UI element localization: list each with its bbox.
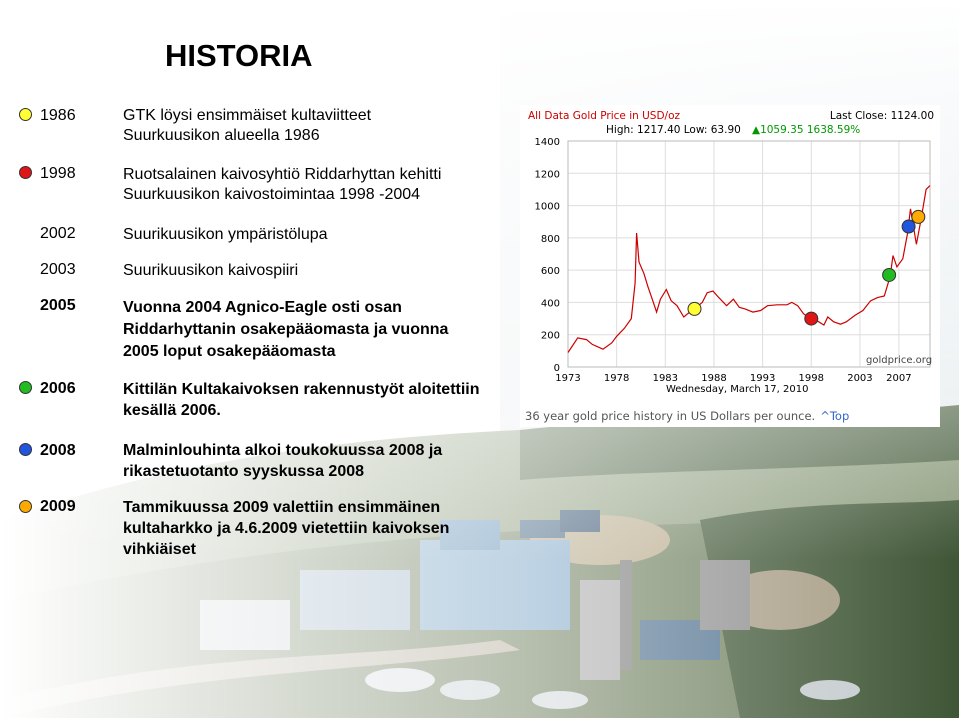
y-tick-label: 1000 xyxy=(534,201,560,213)
timeline-description xyxy=(123,165,441,205)
timeline-year: 2006 xyxy=(40,380,76,397)
timeline-marker-blue xyxy=(19,443,32,456)
timeline-year: 2009 xyxy=(40,498,76,515)
y-tick-label: 1400 xyxy=(534,137,560,148)
y-tick-label: 800 xyxy=(540,233,560,245)
timeline-description xyxy=(123,106,371,146)
timeline-line: Suurkuusikon kaivostoimintaa 1998 -2004 xyxy=(123,186,421,203)
chart-caption xyxy=(525,409,849,423)
timeline-description xyxy=(123,440,442,482)
x-tick-label: 2007 xyxy=(886,373,912,384)
timeline-year: 1986 xyxy=(40,107,76,124)
chart-marker-yellow xyxy=(688,302,701,315)
timeline-year: 2003 xyxy=(40,261,76,278)
timeline-description xyxy=(123,497,449,560)
timeline-description xyxy=(123,379,480,421)
timeline-marker-red xyxy=(19,166,32,179)
timeline-description xyxy=(123,297,448,363)
timeline-line: 2005 loput osakepääomasta xyxy=(123,343,336,360)
timeline-year: 2002 xyxy=(40,225,76,242)
timeline-line: Malminlouhinta alkoi toukokuussa 2008 ja xyxy=(123,442,443,459)
x-tick-label: 1993 xyxy=(749,373,776,384)
timeline-line: vihkiäiset xyxy=(123,541,196,558)
gold-price-chart xyxy=(520,105,940,427)
timeline-year: 2008 xyxy=(40,442,76,459)
timeline-marker-green xyxy=(19,381,32,394)
chart-marker-green xyxy=(883,268,896,281)
timeline-marker-orange xyxy=(19,500,32,513)
timeline-marker-yellow xyxy=(19,108,32,121)
timeline-line: Suurikuusikon kaivospiiri xyxy=(123,262,299,279)
timeline-line: kesällä 2006. xyxy=(123,402,221,419)
chart-marker-red xyxy=(805,312,818,325)
chart-caption-link[interactable]: ^Top xyxy=(820,409,850,423)
chart-date: Wednesday, March 17, 2010 xyxy=(666,384,809,395)
y-tick-label: 200 xyxy=(540,330,560,342)
timeline-line: Kittilän Kultakaivoksen rakennustyöt aloitettiin xyxy=(123,381,480,398)
chart-header-right: Last Close: 1124.00 xyxy=(829,110,934,122)
chart-caption-main: 36 year gold price history in US Dollars per ounce. xyxy=(525,409,816,423)
timeline-description xyxy=(123,225,328,245)
timeline-line: Suurikuusikon ympäristölupa xyxy=(123,226,328,243)
chart-stats-right: ▲1059.35 1638.59% xyxy=(752,124,861,136)
x-tick-label: 1998 xyxy=(798,373,825,384)
chart-header-left: All Data Gold Price in USD/oz xyxy=(528,110,681,122)
x-tick-label: 1988 xyxy=(701,373,727,384)
y-tick-label: 600 xyxy=(540,266,560,278)
page-title: HISTORIA xyxy=(165,38,313,73)
y-tick-label: 400 xyxy=(540,298,560,310)
y-tick-label: 0 xyxy=(553,363,560,374)
y-tick-label: 1200 xyxy=(534,169,560,181)
timeline-line: Riddarhyttanin osakepääomasta ja vuonna xyxy=(123,321,449,338)
chart-stats-left: High: 1217.40 Low: 63.90 xyxy=(606,124,741,136)
timeline-line: kultaharkko ja 4.6.2009 vietettiin kaivoksen xyxy=(123,520,450,537)
timeline-year: 2005 xyxy=(40,297,76,314)
timeline-line: Ruotsalainen kaivosyhtiö Riddarhyttan kehitti xyxy=(123,166,442,183)
x-tick-label: 1973 xyxy=(555,373,581,384)
timeline-line: Suurkuusikon alueella 1986 xyxy=(123,127,320,144)
chart-watermark: goldprice.org xyxy=(866,355,933,366)
chart-background xyxy=(520,105,940,427)
timeline-line: GTK löysi ensimmäiset kultaviitteet xyxy=(123,107,372,124)
chart-marker-blue xyxy=(902,220,915,233)
chart-marker-orange xyxy=(912,210,925,223)
timeline-line: Vuonna 2004 Agnico-Eagle osti osan xyxy=(123,299,402,316)
timeline-year: 1998 xyxy=(40,165,76,182)
x-tick-label: 1978 xyxy=(603,373,630,384)
x-tick-label: 2003 xyxy=(847,373,873,384)
timeline-line: rikastetuotanto syyskussa 2008 xyxy=(123,463,365,480)
x-tick-label: 1983 xyxy=(652,373,679,384)
timeline-description xyxy=(123,261,298,281)
timeline-line: Tammikuussa 2009 valettiin ensimmäinen xyxy=(123,499,441,516)
